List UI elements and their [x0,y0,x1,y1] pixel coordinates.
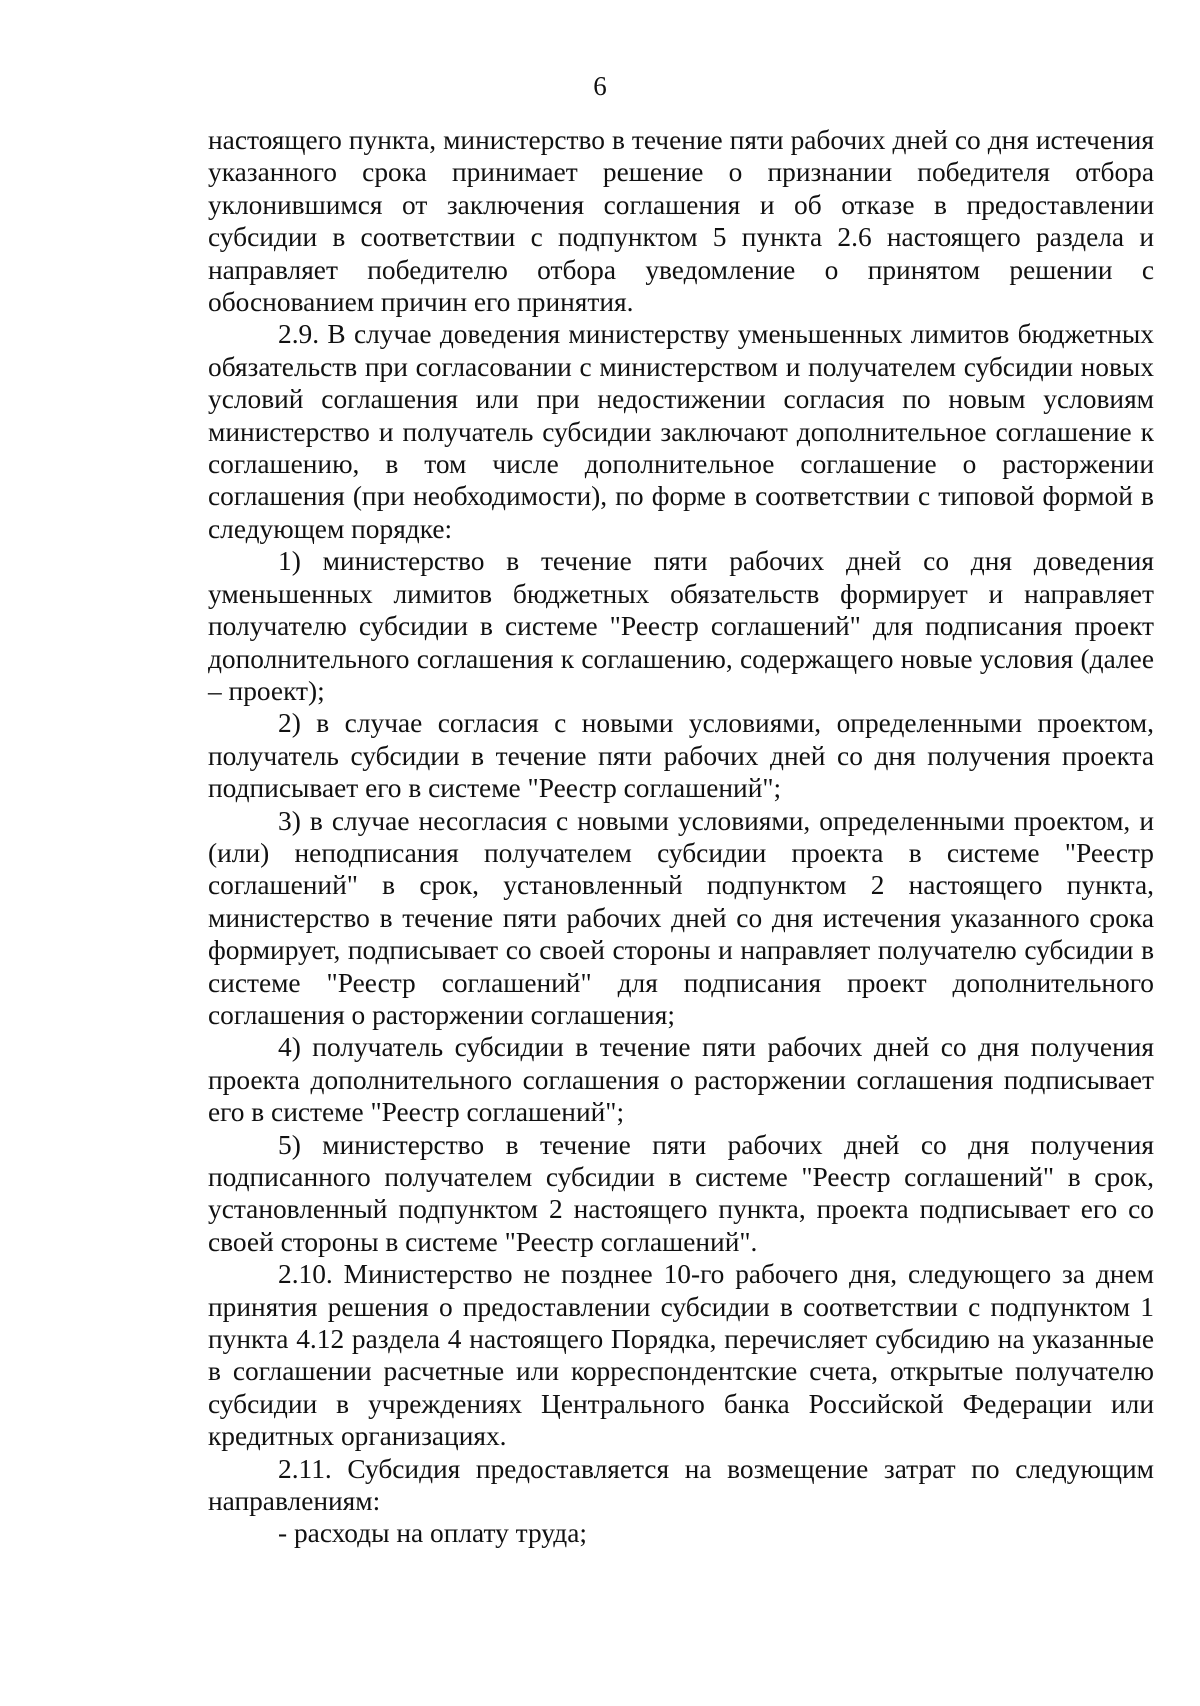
list-item-2: 2) в случае согласия с новыми условиями, определенными проектом, получатель субсидии в течение пяти рабочих дней со дня получения проекта подписывает его в системе "Реестр соглашений"; [208,708,1154,804]
paragraph-2-11: 2.11. Субсидия предоставляется на возмещение затрат по следующим направлениям: [208,1453,1154,1517]
paragraph-2-10: 2.10. Министерство не позднее 10-го рабочего дня, следующего за днем принятия решения о предоставлении субсидии в соответствии с подпунктом 1 пункта 4.12 раздела 4 настоящего Порядка, перечисляет субсидию на указанные в соглашении расчетные или корреспондентские счета, открытые получателю субсидии в учреждениях Центрального банка Российской Федерации или кредитных организациях. [208,1259,1154,1452]
document-body [208,124,1154,1550]
list-item-1: 1) министерство в течение пяти рабочих дней со дня доведения уменьшенных лимитов бюджетных обязательств формирует и направляет получателю субсидии в системе "Реестр соглашений" для подписания проект дополнительного соглашения к соглашению, содержащего новые условия (далее – проект); [208,546,1154,706]
list-item-3: 3) в случае несогласия с новыми условиями, определенными проектом, и (или) неподписания получателем субсидии проекта в системе "Реестр соглашений" в срок, установленный подпунктом 2 настоящего пункта, министерство в течение пяти рабочих дней со дня истечения указанного срока формирует, подписывает со своей стороны и направляет получателю субсидии в системе "Реестр соглашений" для подписания проект дополнительного соглашения о расторжении соглашения; [208,805,1154,1030]
list-item-5: 5) министерство в течение пяти рабочих дней со дня получения подписанного получателем субсидии в системе "Реестр соглашений" в срок, установленный подпунктом 2 настоящего пункта, проекта подписывает его со своей стороны в системе "Реестр соглашений". [208,1129,1154,1257]
list-item-4: 4) получатель субсидии в течение пяти рабочих дней со дня получения проекта дополнительного соглашения о расторжении соглашения подписывает его в системе "Реестр соглашений"; [208,1032,1154,1128]
bullet-labor-costs: - расходы на оплату труда; [278,1518,587,1549]
paragraph-continuation: настоящего пункта, министерство в течение пяти рабочих дней со дня истечения указанного срока принимает решение о признании победителя отбора уклонившимся от заключения соглашения и об отказе в предоставлении субсидии в соответствии с подпунктом 5 пункта 2.6 настоящего раздела и направляет победителю отбора уведомление о принятом решении с обоснованием причин его принятия. [208,125,1154,318]
page-number: 6 [593,71,607,101]
paragraph-2-9: 2.9. В случае доведения министерству уменьшенных лимитов бюджетных обязательств при согласовании с министерством и получателем субсидии новых условий соглашения или при недостижении согласия по новым условиям министерство и получатель субсидии заключают дополнительное соглашение к соглашению, в том числе дополнительное соглашение о расторжении соглашения (при необходимости), по форме в соответствии с типовой формой в следующем порядке: [208,319,1154,544]
